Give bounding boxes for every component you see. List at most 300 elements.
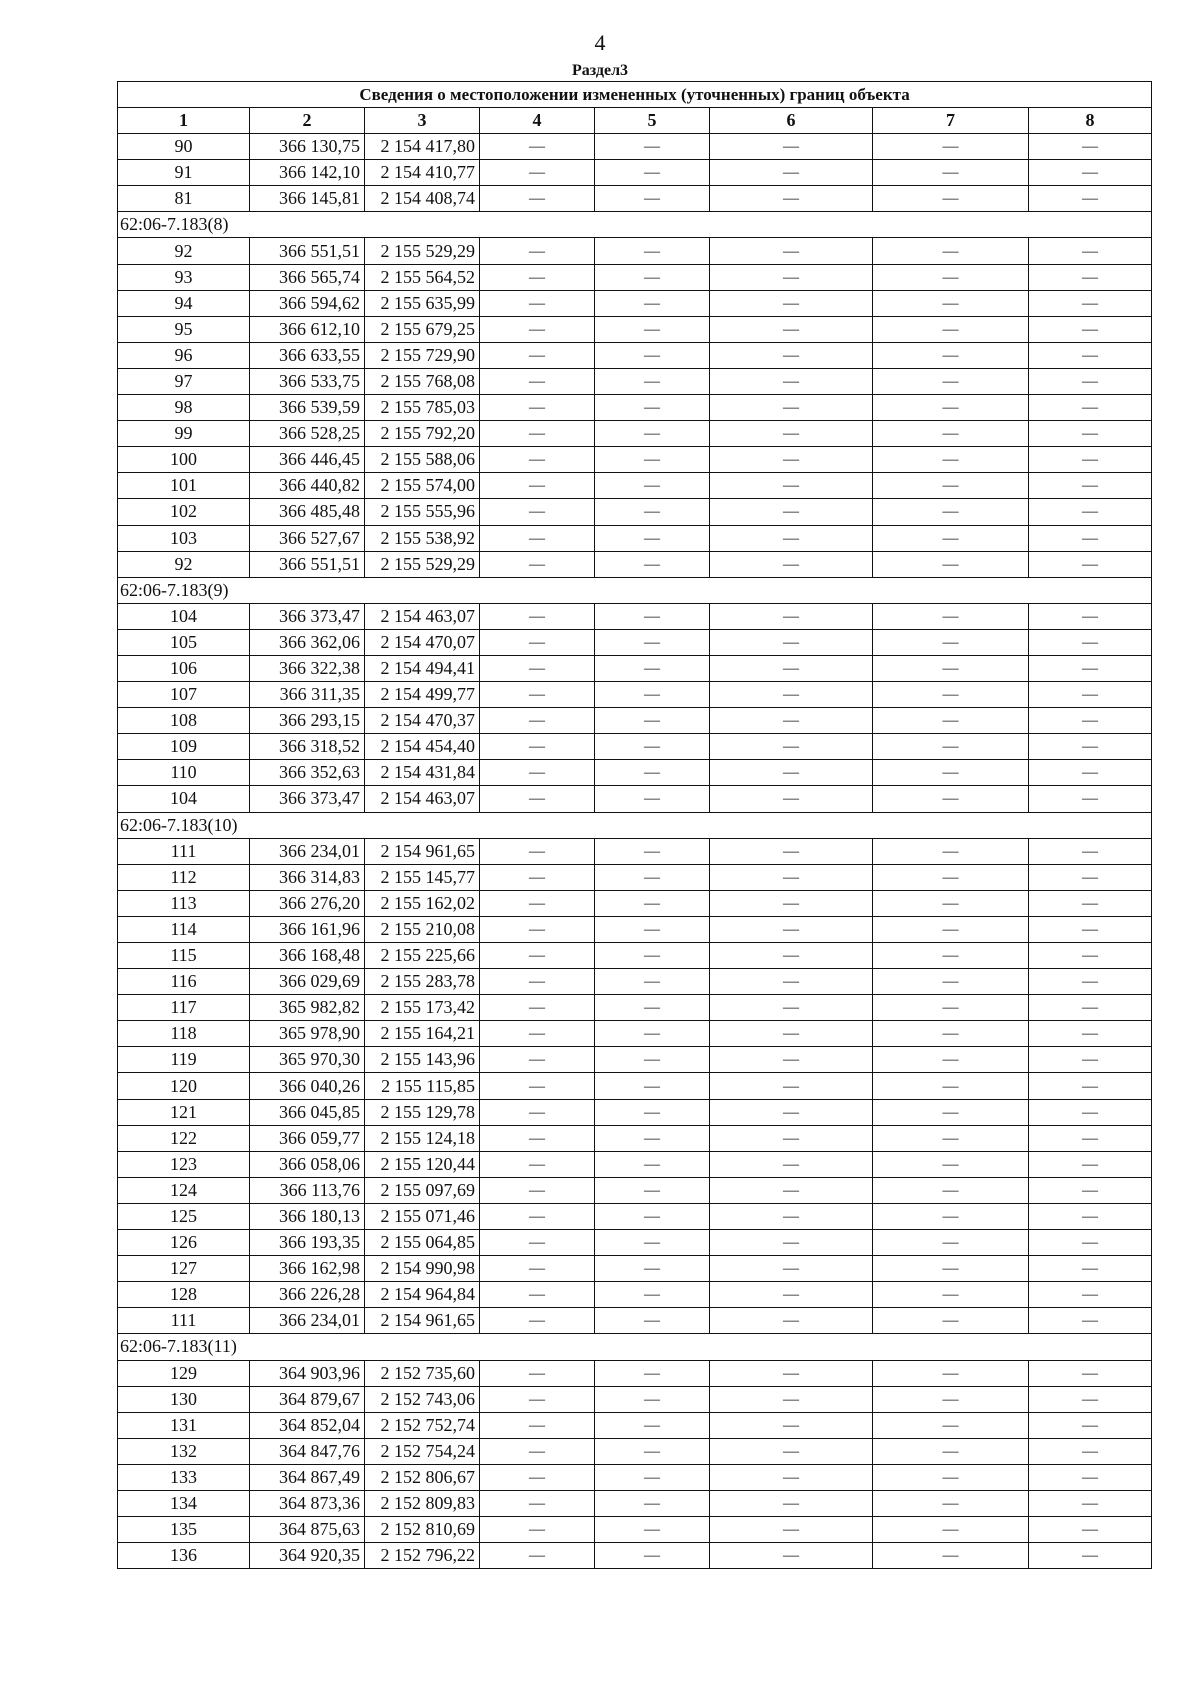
empty-cell-col-7: — (873, 1438, 1029, 1464)
empty-cell-col-5: — (595, 682, 710, 708)
table-row (118, 473, 1152, 499)
empty-cell-col-7: — (873, 734, 1029, 760)
x-coordinate: 366 446,45 (250, 447, 365, 473)
y-coordinate: 2 155 225,66 (365, 943, 480, 969)
empty-cell-col-7: — (873, 916, 1029, 942)
empty-cell-col-7: — (873, 1308, 1029, 1334)
table-row (118, 1203, 1152, 1229)
empty-cell-col-5: — (595, 1438, 710, 1464)
x-coordinate: 366 322,38 (250, 655, 365, 681)
empty-cell-col-4: — (480, 734, 595, 760)
y-coordinate: 2 152 743,06 (365, 1386, 480, 1412)
empty-cell-col-4: — (480, 786, 595, 812)
x-coordinate: 366 594,62 (250, 290, 365, 316)
empty-cell-col-6: — (710, 708, 873, 734)
empty-cell-col-6: — (710, 1464, 873, 1490)
point-number: 92 (118, 551, 250, 577)
empty-cell-col-8: — (1029, 342, 1152, 368)
y-coordinate: 2 155 283,78 (365, 969, 480, 995)
y-coordinate: 2 155 792,20 (365, 421, 480, 447)
table-row (118, 1386, 1152, 1412)
point-number: 127 (118, 1256, 250, 1282)
empty-cell-col-7: — (873, 943, 1029, 969)
empty-cell-col-5: — (595, 1099, 710, 1125)
table-row (118, 1517, 1152, 1543)
y-coordinate: 2 152 752,74 (365, 1412, 480, 1438)
empty-cell-col-7: — (873, 682, 1029, 708)
point-number: 110 (118, 760, 250, 786)
empty-cell-col-8: — (1029, 421, 1152, 447)
x-coordinate: 366 234,01 (250, 1308, 365, 1334)
empty-cell-col-7: — (873, 186, 1029, 212)
point-number: 120 (118, 1073, 250, 1099)
table-row (118, 186, 1152, 212)
point-number: 132 (118, 1438, 250, 1464)
empty-cell-col-6: — (710, 629, 873, 655)
empty-cell-col-6: — (710, 499, 873, 525)
empty-cell-col-7: — (873, 1177, 1029, 1203)
empty-cell-col-6: — (710, 1099, 873, 1125)
x-coordinate: 366 162,98 (250, 1256, 365, 1282)
x-coordinate: 366 145,81 (250, 186, 365, 212)
empty-cell-col-4: — (480, 838, 595, 864)
point-number: 92 (118, 238, 250, 264)
empty-cell-col-5: — (595, 264, 710, 290)
x-coordinate: 364 920,35 (250, 1543, 365, 1569)
table-row (118, 1412, 1152, 1438)
point-number: 136 (118, 1543, 250, 1569)
table-row (118, 1099, 1152, 1125)
point-number: 125 (118, 1203, 250, 1229)
y-coordinate: 2 155 097,69 (365, 1177, 480, 1203)
point-number: 105 (118, 629, 250, 655)
empty-cell-col-7: — (873, 1073, 1029, 1099)
column-header-row (118, 108, 1152, 134)
point-number: 104 (118, 603, 250, 629)
empty-cell-col-7: — (873, 395, 1029, 421)
point-number: 91 (118, 160, 250, 186)
empty-cell-col-5: — (595, 499, 710, 525)
empty-cell-col-4: — (480, 186, 595, 212)
point-number: 111 (118, 1308, 250, 1334)
empty-cell-col-8: — (1029, 629, 1152, 655)
empty-cell-col-6: — (710, 1282, 873, 1308)
table-row (118, 421, 1152, 447)
empty-cell-col-8: — (1029, 1490, 1152, 1516)
empty-cell-col-6: — (710, 368, 873, 394)
y-coordinate: 2 155 729,90 (365, 342, 480, 368)
empty-cell-col-5: — (595, 655, 710, 681)
empty-cell-col-8: — (1029, 395, 1152, 421)
table-row (118, 786, 1152, 812)
empty-cell-col-6: — (710, 1490, 873, 1516)
empty-cell-col-5: — (595, 1464, 710, 1490)
empty-cell-col-8: — (1029, 1256, 1152, 1282)
y-coordinate: 2 155 164,21 (365, 1021, 480, 1047)
empty-cell-col-4: — (480, 1047, 595, 1073)
empty-cell-col-5: — (595, 186, 710, 212)
empty-cell-col-4: — (480, 368, 595, 394)
empty-cell-col-5: — (595, 1177, 710, 1203)
y-coordinate: 2 154 961,65 (365, 1308, 480, 1334)
empty-cell-col-8: — (1029, 499, 1152, 525)
table-row (118, 395, 1152, 421)
empty-cell-col-8: — (1029, 603, 1152, 629)
table-row (118, 1151, 1152, 1177)
empty-cell-col-7: — (873, 1360, 1029, 1386)
x-coordinate: 364 873,36 (250, 1490, 365, 1516)
x-coordinate: 364 847,76 (250, 1438, 365, 1464)
x-coordinate: 366 539,59 (250, 395, 365, 421)
empty-cell-col-8: — (1029, 708, 1152, 734)
x-coordinate: 366 059,77 (250, 1125, 365, 1151)
empty-cell-col-4: — (480, 1021, 595, 1047)
group-row (118, 812, 1152, 838)
empty-cell-col-7: — (873, 786, 1029, 812)
empty-cell-col-5: — (595, 969, 710, 995)
empty-cell-col-7: — (873, 134, 1029, 160)
empty-cell-col-8: — (1029, 316, 1152, 342)
column-header-5: 5 (595, 108, 710, 134)
point-number: 109 (118, 734, 250, 760)
boundary-coordinates-table (117, 81, 1152, 1569)
point-number: 121 (118, 1099, 250, 1125)
table-row (118, 708, 1152, 734)
empty-cell-col-8: — (1029, 682, 1152, 708)
x-coordinate: 366 565,74 (250, 264, 365, 290)
empty-cell-col-5: — (595, 1360, 710, 1386)
empty-cell-col-6: — (710, 525, 873, 551)
y-coordinate: 2 155 529,29 (365, 238, 480, 264)
table-title: Сведения о местоположении измененных (уточненных) границ объекта (118, 82, 1152, 108)
x-coordinate: 366 318,52 (250, 734, 365, 760)
empty-cell-col-5: — (595, 916, 710, 942)
empty-cell-col-8: — (1029, 890, 1152, 916)
table-row (118, 1256, 1152, 1282)
table-row (118, 238, 1152, 264)
x-coordinate: 366 045,85 (250, 1099, 365, 1125)
table-row (118, 916, 1152, 942)
empty-cell-col-5: — (595, 995, 710, 1021)
empty-cell-col-8: — (1029, 1464, 1152, 1490)
group-row (118, 1334, 1152, 1360)
y-coordinate: 2 154 494,41 (365, 655, 480, 681)
empty-cell-col-8: — (1029, 734, 1152, 760)
empty-cell-col-8: — (1029, 655, 1152, 681)
y-coordinate: 2 155 588,06 (365, 447, 480, 473)
x-coordinate: 366 314,83 (250, 864, 365, 890)
empty-cell-col-4: — (480, 290, 595, 316)
empty-cell-col-7: — (873, 1543, 1029, 1569)
x-coordinate: 364 903,96 (250, 1360, 365, 1386)
x-coordinate: 366 029,69 (250, 969, 365, 995)
x-coordinate: 366 533,75 (250, 368, 365, 394)
empty-cell-col-8: — (1029, 786, 1152, 812)
table-row (118, 1308, 1152, 1334)
empty-cell-col-6: — (710, 995, 873, 1021)
table-row (118, 1490, 1152, 1516)
cadastral-group-label: 62:06-7.183(10) (118, 812, 1152, 838)
y-coordinate: 2 152 754,24 (365, 1438, 480, 1464)
point-number: 130 (118, 1386, 250, 1412)
point-number: 119 (118, 1047, 250, 1073)
point-number: 81 (118, 186, 250, 212)
empty-cell-col-6: — (710, 1360, 873, 1386)
empty-cell-col-6: — (710, 473, 873, 499)
empty-cell-col-5: — (595, 864, 710, 890)
empty-cell-col-7: — (873, 708, 1029, 734)
empty-cell-col-7: — (873, 890, 1029, 916)
table-row (118, 943, 1152, 969)
y-coordinate: 2 155 785,03 (365, 395, 480, 421)
point-number: 129 (118, 1360, 250, 1386)
cadastral-group-label: 62:06-7.183(8) (118, 212, 1152, 238)
empty-cell-col-6: — (710, 1386, 873, 1412)
group-row (118, 212, 1152, 238)
empty-cell-col-8: — (1029, 760, 1152, 786)
point-number: 104 (118, 786, 250, 812)
empty-cell-col-4: — (480, 708, 595, 734)
table-row (118, 890, 1152, 916)
table-row (118, 995, 1152, 1021)
empty-cell-col-4: — (480, 421, 595, 447)
empty-cell-col-4: — (480, 1464, 595, 1490)
empty-cell-col-5: — (595, 525, 710, 551)
y-coordinate: 2 155 145,77 (365, 864, 480, 890)
point-number: 95 (118, 316, 250, 342)
empty-cell-col-5: — (595, 943, 710, 969)
empty-cell-col-6: — (710, 160, 873, 186)
table-row (118, 1177, 1152, 1203)
empty-cell-col-7: — (873, 1412, 1029, 1438)
x-coordinate: 364 875,63 (250, 1517, 365, 1543)
x-coordinate: 366 058,06 (250, 1151, 365, 1177)
empty-cell-col-8: — (1029, 1073, 1152, 1099)
column-header-1: 1 (118, 108, 250, 134)
empty-cell-col-4: — (480, 1490, 595, 1516)
empty-cell-col-8: — (1029, 1308, 1152, 1334)
table-row (118, 1047, 1152, 1073)
empty-cell-col-7: — (873, 1490, 1029, 1516)
empty-cell-col-6: — (710, 1073, 873, 1099)
table-row (118, 1282, 1152, 1308)
x-coordinate: 366 352,63 (250, 760, 365, 786)
point-number: 101 (118, 473, 250, 499)
empty-cell-col-7: — (873, 603, 1029, 629)
y-coordinate: 2 155 555,96 (365, 499, 480, 525)
empty-cell-col-6: — (710, 1543, 873, 1569)
point-number: 134 (118, 1490, 250, 1516)
empty-cell-col-4: — (480, 682, 595, 708)
point-number: 97 (118, 368, 250, 394)
empty-cell-col-8: — (1029, 864, 1152, 890)
empty-cell-col-5: — (595, 1308, 710, 1334)
empty-cell-col-4: — (480, 316, 595, 342)
empty-cell-col-8: — (1029, 290, 1152, 316)
x-coordinate: 366 234,01 (250, 838, 365, 864)
y-coordinate: 2 155 115,85 (365, 1073, 480, 1099)
y-coordinate: 2 152 809,83 (365, 1490, 480, 1516)
empty-cell-col-6: — (710, 134, 873, 160)
x-coordinate: 366 161,96 (250, 916, 365, 942)
empty-cell-col-8: — (1029, 368, 1152, 394)
empty-cell-col-4: — (480, 1230, 595, 1256)
empty-cell-col-7: — (873, 525, 1029, 551)
empty-cell-col-8: — (1029, 916, 1152, 942)
empty-cell-col-6: — (710, 916, 873, 942)
x-coordinate: 366 633,55 (250, 342, 365, 368)
empty-cell-col-4: — (480, 1360, 595, 1386)
empty-cell-col-6: — (710, 890, 873, 916)
x-coordinate: 366 113,76 (250, 1177, 365, 1203)
empty-cell-col-8: — (1029, 447, 1152, 473)
y-coordinate: 2 155 538,92 (365, 525, 480, 551)
empty-cell-col-7: — (873, 160, 1029, 186)
empty-cell-col-8: — (1029, 1412, 1152, 1438)
empty-cell-col-5: — (595, 1073, 710, 1099)
empty-cell-col-4: — (480, 238, 595, 264)
y-coordinate: 2 155 143,96 (365, 1047, 480, 1073)
empty-cell-col-5: — (595, 1125, 710, 1151)
y-coordinate: 2 154 470,37 (365, 708, 480, 734)
empty-cell-col-7: — (873, 1230, 1029, 1256)
empty-cell-col-5: — (595, 134, 710, 160)
empty-cell-col-8: — (1029, 134, 1152, 160)
empty-cell-col-5: — (595, 734, 710, 760)
section-title: Раздел3 (571, 62, 629, 79)
empty-cell-col-5: — (595, 342, 710, 368)
table-row (118, 316, 1152, 342)
table-row (118, 264, 1152, 290)
y-coordinate: 2 154 417,80 (365, 134, 480, 160)
empty-cell-col-6: — (710, 655, 873, 681)
empty-cell-col-5: — (595, 473, 710, 499)
empty-cell-col-5: — (595, 1517, 710, 1543)
table-row (118, 1230, 1152, 1256)
point-number: 90 (118, 134, 250, 160)
y-coordinate: 2 155 635,99 (365, 290, 480, 316)
table-row (118, 551, 1152, 577)
empty-cell-col-8: — (1029, 1177, 1152, 1203)
empty-cell-col-8: — (1029, 1543, 1152, 1569)
empty-cell-col-6: — (710, 734, 873, 760)
y-coordinate: 2 155 071,46 (365, 1203, 480, 1229)
empty-cell-col-5: — (595, 1543, 710, 1569)
empty-cell-col-7: — (873, 1256, 1029, 1282)
point-number: 131 (118, 1412, 250, 1438)
x-coordinate: 366 551,51 (250, 551, 365, 577)
point-number: 107 (118, 682, 250, 708)
empty-cell-col-5: — (595, 551, 710, 577)
empty-cell-col-7: — (873, 1099, 1029, 1125)
empty-cell-col-8: — (1029, 1438, 1152, 1464)
empty-cell-col-4: — (480, 160, 595, 186)
empty-cell-col-5: — (595, 1021, 710, 1047)
empty-cell-col-6: — (710, 421, 873, 447)
empty-cell-col-4: — (480, 1438, 595, 1464)
table-row (118, 1073, 1152, 1099)
table-row (118, 1021, 1152, 1047)
y-coordinate: 2 155 574,00 (365, 473, 480, 499)
empty-cell-col-7: — (873, 368, 1029, 394)
x-coordinate: 366 373,47 (250, 603, 365, 629)
y-coordinate: 2 155 124,18 (365, 1125, 480, 1151)
table-row (118, 838, 1152, 864)
empty-cell-col-5: — (595, 1203, 710, 1229)
y-coordinate: 2 154 431,84 (365, 760, 480, 786)
empty-cell-col-4: — (480, 1073, 595, 1099)
y-coordinate: 2 155 064,85 (365, 1230, 480, 1256)
x-coordinate: 364 879,67 (250, 1386, 365, 1412)
table-row (118, 1543, 1152, 1569)
point-number: 135 (118, 1517, 250, 1543)
empty-cell-col-6: — (710, 186, 873, 212)
empty-cell-col-6: — (710, 786, 873, 812)
table-row (118, 629, 1152, 655)
empty-cell-col-7: — (873, 421, 1029, 447)
empty-cell-col-5: — (595, 603, 710, 629)
table-row (118, 342, 1152, 368)
empty-cell-col-7: — (873, 1464, 1029, 1490)
empty-cell-col-6: — (710, 838, 873, 864)
point-number: 133 (118, 1464, 250, 1490)
point-number: 102 (118, 499, 250, 525)
empty-cell-col-7: — (873, 629, 1029, 655)
empty-cell-col-6: — (710, 447, 873, 473)
empty-cell-col-4: — (480, 655, 595, 681)
empty-cell-col-4: — (480, 342, 595, 368)
x-coordinate: 366 193,35 (250, 1230, 365, 1256)
empty-cell-col-4: — (480, 916, 595, 942)
y-coordinate: 2 154 454,40 (365, 734, 480, 760)
column-header-8: 8 (1029, 108, 1152, 134)
empty-cell-col-7: — (873, 290, 1029, 316)
group-row (118, 577, 1152, 603)
x-coordinate: 366 362,06 (250, 629, 365, 655)
y-coordinate: 2 152 810,69 (365, 1517, 480, 1543)
empty-cell-col-7: — (873, 655, 1029, 681)
table-row (118, 734, 1152, 760)
empty-cell-col-4: — (480, 551, 595, 577)
empty-cell-col-6: — (710, 1412, 873, 1438)
empty-cell-col-4: — (480, 995, 595, 1021)
cadastral-group-label: 62:06-7.183(11) (118, 1334, 1152, 1360)
empty-cell-col-6: — (710, 395, 873, 421)
empty-cell-col-8: — (1029, 1099, 1152, 1125)
empty-cell-col-4: — (480, 1099, 595, 1125)
empty-cell-col-8: — (1029, 186, 1152, 212)
empty-cell-col-6: — (710, 238, 873, 264)
column-header-7: 7 (873, 108, 1029, 134)
empty-cell-col-7: — (873, 551, 1029, 577)
x-coordinate: 366 485,48 (250, 499, 365, 525)
empty-cell-col-4: — (480, 1308, 595, 1334)
empty-cell-col-8: — (1029, 1125, 1152, 1151)
empty-cell-col-8: — (1029, 969, 1152, 995)
empty-cell-col-5: — (595, 290, 710, 316)
empty-cell-col-6: — (710, 760, 873, 786)
empty-cell-col-4: — (480, 499, 595, 525)
empty-cell-col-7: — (873, 1047, 1029, 1073)
point-number: 106 (118, 655, 250, 681)
x-coordinate: 366 168,48 (250, 943, 365, 969)
empty-cell-col-7: — (873, 1203, 1029, 1229)
table-row (118, 1360, 1152, 1386)
y-coordinate: 2 152 735,60 (365, 1360, 480, 1386)
y-coordinate: 2 154 470,07 (365, 629, 480, 655)
point-number: 108 (118, 708, 250, 734)
empty-cell-col-6: — (710, 290, 873, 316)
